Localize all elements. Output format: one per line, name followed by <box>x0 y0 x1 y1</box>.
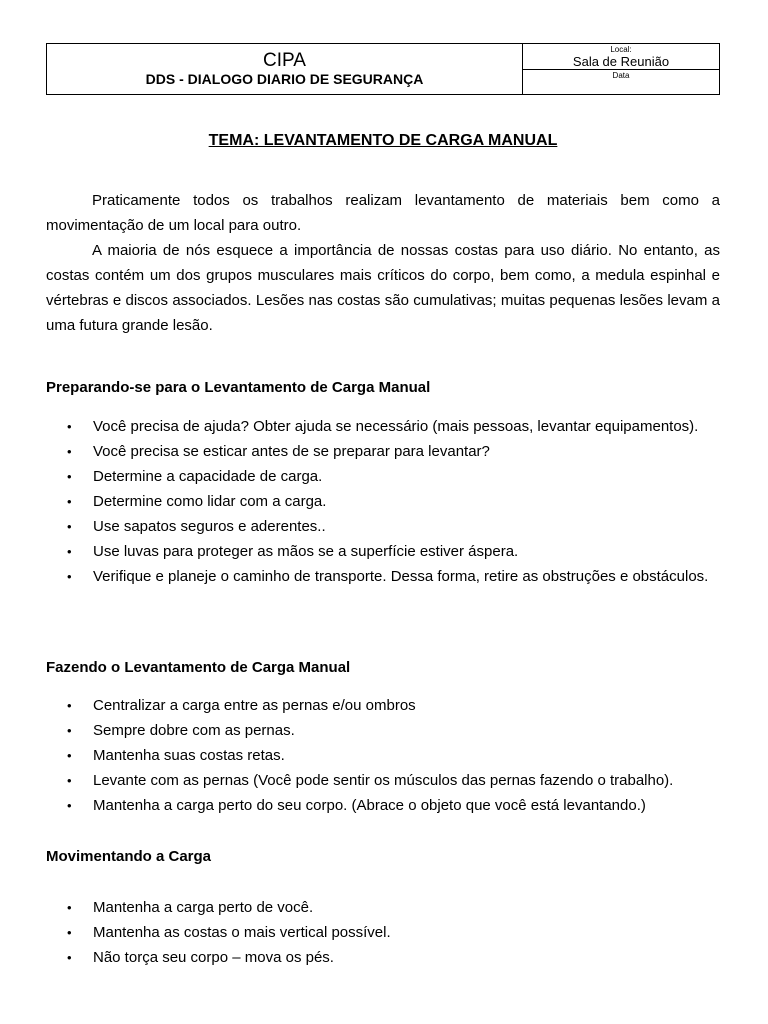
bullet-icon: • <box>67 900 72 915</box>
bullet-icon: • <box>67 773 72 788</box>
header-title-cell <box>47 44 523 94</box>
data-label: Data <box>612 70 630 80</box>
bullet-icon: • <box>67 569 72 584</box>
list-item <box>46 514 720 539</box>
bullet-icon: • <box>67 950 72 965</box>
list-item <box>46 539 720 564</box>
list-item <box>46 743 720 768</box>
list-item <box>46 464 720 489</box>
list-item-text: Você precisa se esticar antes de se preparar para levantar? <box>93 443 490 460</box>
header-title: CIPA <box>263 50 306 71</box>
bullet-icon: • <box>67 748 72 763</box>
bullet-list-moving <box>46 895 720 970</box>
data-cell <box>523 70 719 95</box>
list-item <box>46 439 720 464</box>
list-item <box>46 895 720 920</box>
list-item-text: Sempre dobre com as pernas. <box>93 722 295 739</box>
list-item <box>46 718 720 743</box>
list-item-text: Determine a capacidade de carga. <box>93 468 323 485</box>
list-item <box>46 793 720 818</box>
list-item-text: Determine como lidar com a carga. <box>93 493 327 510</box>
list-item <box>46 693 720 718</box>
section-heading-lifting: Fazendo o Levantamento de Carga Manual <box>46 659 351 676</box>
list-item <box>46 920 720 945</box>
list-item-text: Mantenha a carga perto de você. <box>93 899 314 916</box>
bullet-icon: • <box>67 419 72 434</box>
bullet-icon: • <box>67 544 72 559</box>
section-heading-moving: Movimentando a Carga <box>46 848 212 865</box>
intro-paragraph-1: Praticamente todos os trabalhos realizam levantamento de materiais bem como a movimentação de um local para outro. <box>46 192 720 234</box>
bullet-icon: • <box>67 519 72 534</box>
header-info-cell <box>523 44 719 94</box>
intro-paragraph-2: A maioria de nós esquece a importância de nossas costas para uso diário. No entanto, as costas contém um dos grupos musculares mais críticos do corpo, bem como, a medula espinhal e vértebras e discos associados. Lesões nas costas são cumulativas; muitas pequenas lesões levam a uma futura grande lesão. <box>46 242 720 334</box>
bullet-icon: • <box>67 723 72 738</box>
document-title: TEMA: LEVANTAMENTO DE CARGA MANUAL <box>208 132 558 149</box>
section-heading-preparing: Preparando-se para o Levantamento de Carga Manual <box>46 379 431 396</box>
header-subtitle: DDS - DIALOGO DIARIO DE SEGURANÇA <box>145 71 424 87</box>
list-item-text: Você precisa de ajuda? Obter ajuda se necessário (mais pessoas, levantar equipamentos). <box>93 418 699 435</box>
list-item-text: Levante com as pernas (Você pode sentir os músculos das pernas fazendo o trabalho). <box>93 772 674 789</box>
list-item-text: Mantenha as costas o mais vertical possível. <box>93 924 391 941</box>
list-item-text: Use sapatos seguros e aderentes.. <box>93 518 326 535</box>
list-item <box>46 768 720 793</box>
list-item-text: Verifique e planeje o caminho de transporte. Dessa forma, retire as obstruções e obstáculos. <box>93 568 709 585</box>
header-table <box>46 43 720 95</box>
list-item-text: Não torça seu corpo – mova os pés. <box>93 949 334 966</box>
bullet-icon: • <box>67 494 72 509</box>
list-item-text: Use luvas para proteger as mãos se a superfície estiver áspera. <box>93 543 519 560</box>
list-item-text: Mantenha a carga perto do seu corpo. (Abrace o objeto que você está levantando.) <box>93 797 646 814</box>
local-value: Sala de Reunião <box>572 54 670 69</box>
local-label: Local: <box>610 45 632 54</box>
bullet-list-lifting <box>46 693 720 818</box>
local-cell <box>523 44 719 70</box>
bullet-icon: • <box>67 698 72 713</box>
bullet-icon: • <box>67 444 72 459</box>
list-item <box>46 564 720 589</box>
bullet-icon: • <box>67 925 72 940</box>
bullet-icon: • <box>67 469 72 484</box>
bullet-icon: • <box>67 798 72 813</box>
list-item <box>46 414 720 439</box>
list-item-text: Centralizar a carga entre as pernas e/ou ombros <box>93 697 416 714</box>
list-item-text: Mantenha suas costas retas. <box>93 747 285 764</box>
list-item <box>46 489 720 514</box>
bullet-list-preparing <box>46 414 720 589</box>
list-item <box>46 945 720 970</box>
